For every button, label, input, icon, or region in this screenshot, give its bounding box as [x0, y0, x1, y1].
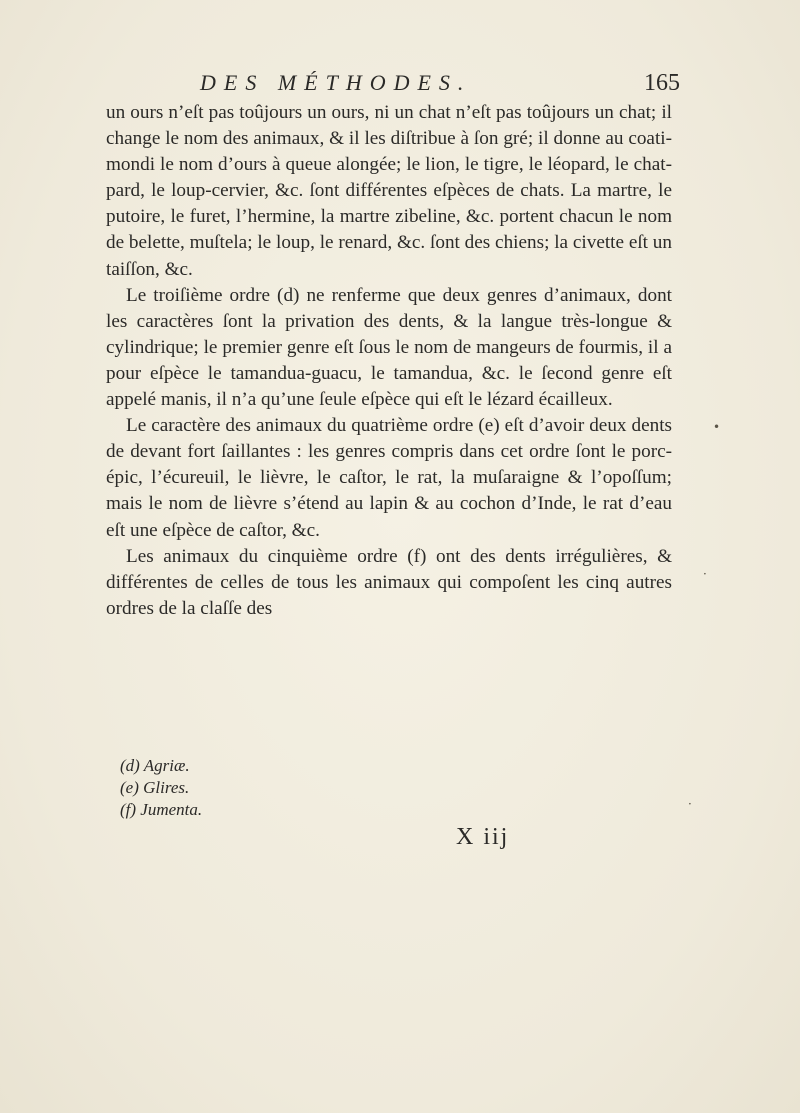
margin-speck: · [703, 567, 707, 581]
page-number: 165 [644, 70, 680, 96]
paragraph-2: Le troiſième ordre (d) ne renferme que deux genres d’animaux, dont les caractères ſont la privation des dents, & la langue très-longue & cylindrique; le premier genre eſt ſous le nom de mangeurs de fourmis, il a pour eſpèce le tamandua-guacu, le tamandua, &c. le ſecond genre eſt appelé manis, il n’a qu’une ſeule eſpèce qui eſt le lézard écailleux. [106, 284, 672, 411]
signature-mark: X iij [456, 824, 510, 850]
paragraph-4: Les animaux du cinquième ordre (f) ont des dents irrégulières, & différentes de celles de tous les animaux qui compoſent les cinq autres ordres de la claſſe des [106, 545, 672, 619]
running-title: DES MÉTHODES. [200, 70, 472, 95]
footnote-d: (d) Agriæ. [120, 756, 190, 775]
footnotes [120, 755, 420, 821]
footnote-f: (f) Jumenta. [120, 800, 203, 819]
margin-speck: · [688, 797, 692, 811]
margin-speck: • [713, 420, 721, 434]
paragraph-3: Le caractère des animaux du quatrième ordre (e) eſt d’avoir deux dents de devant fort ſaillantes : les genres compris dans cet ordre ſont le porc-épic, l’écureuil, le lièvre, le caſtor, le rat, la muſaraigne & l’opoſſum; mais le nom de lièvre s’étend au lapin & au cochon d’Inde, le rat d’eau eſt une eſpèce de caſtor, &c. [106, 415, 672, 541]
body-text [106, 100, 672, 622]
paragraph-1: un ours n’eſt pas toûjours un ours, ni un chat n’eſt pas toûjours un chat; il change le nom des animaux, & il les diſtribue à ſon gré; il donne au coati-mondi le nom d’ours à queue alongée; le lion, le tigre, le léopard, le chat-pard, le loup-cervier, &c. ſont différentes eſpèces de chats. La martre, le putoire, le furet, l’hermine, la martre zibeline, &c. portent chacun le nom de belette, muſtela; le loup, le renard, &c. ſont des chiens; la civette eſt un taiſſon, &c. [106, 102, 672, 280]
footnote-e: (e) Glires. [120, 778, 190, 797]
